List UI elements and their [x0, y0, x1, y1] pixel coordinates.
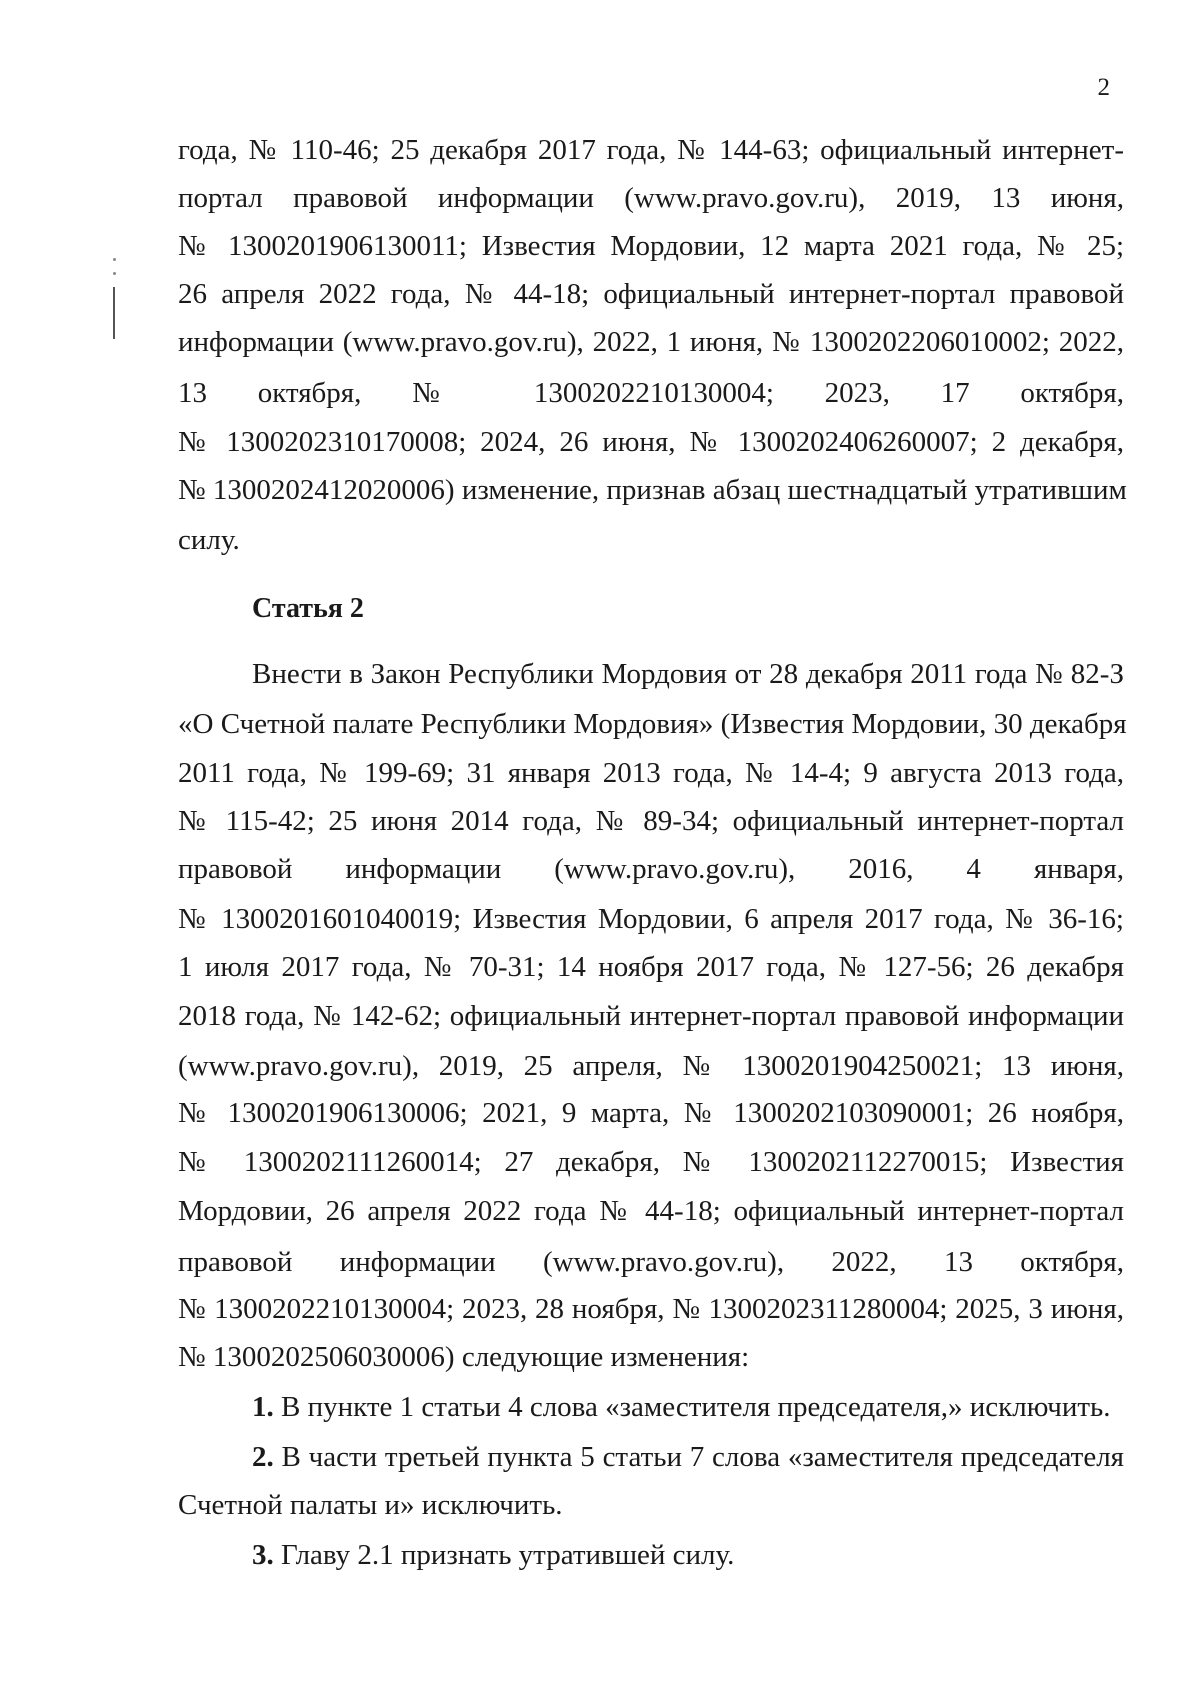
text-line: (www.pravo.gov.ru), 2019, 25 апреля, № 1300201904250021; 13 июня,: [178, 1050, 1124, 1082]
paragraph-first-line: Внести в Закон Республики Мордовия от 28 декабря 2011 года № 82-З: [252, 658, 1124, 690]
text-line: № 1300202412020006) изменение, признав абзац шестнадцатый утратившим: [178, 474, 1127, 506]
text-line: «О Счетной палате Республики Мордовия» (Известия Мордовии, 30 декабря: [178, 708, 1127, 740]
text-line: правовой информации (www.pravo.gov.ru), 2022, 13 октября,: [178, 1246, 1124, 1278]
item-text: Главу 2.1 признать утратившей силу.: [281, 1539, 735, 1571]
text-line: № 1300201906130006; 2021, 9 марта, № 1300202103090001; 26 ноября,: [178, 1097, 1124, 1129]
item-number: 2.: [252, 1441, 274, 1473]
text-line: № 1300202210130004; 2023, 28 ноября, № 1300202311280004; 2025, 3 июня,: [178, 1293, 1124, 1325]
amendment-item-3: [252, 1538, 1124, 1572]
item-text: В части третьей пункта 5 статьи 7 слова «заместителя председателя: [281, 1441, 1124, 1473]
text-line: правовой информации (www.pravo.gov.ru), 2016, 4 января,: [178, 853, 1124, 885]
text-line: Мордовии, 26 апреля 2022 года № 44-18; официальный интернет-портал: [178, 1195, 1124, 1227]
scan-margin-mark: [113, 287, 115, 339]
scan-speck: [113, 272, 116, 275]
text-line: № 1300202506030006) следующие изменения:: [178, 1341, 750, 1373]
text-line: 26 апреля 2022 года, № 44-18; официальный интернет-портал правовой: [178, 278, 1124, 310]
article-2-heading: Статья 2: [252, 593, 364, 624]
text-line: 13 октября, № 1300202210130004; 2023, 17 октября,: [178, 377, 1124, 409]
text-line: силу.: [178, 524, 240, 556]
item-text: В пункте 1 статьи 4 слова «заместителя председателя,» исключить.: [281, 1391, 1111, 1423]
text-line: 2011 года, № 199-69; 31 января 2013 года, № 14-4; 9 августа 2013 года,: [178, 757, 1124, 789]
item-number: 3.: [252, 1539, 274, 1571]
text-line: № 1300201906130011; Известия Мордовии, 12 марта 2021 года, № 25;: [178, 230, 1124, 262]
text-line: года, № 110-46; 25 декабря 2017 года, № 144-63; официальный интернет-: [178, 134, 1124, 166]
item-number: 1.: [252, 1391, 274, 1423]
text-line: № 1300202310170008; 2024, 26 июня, № 1300202406260007; 2 декабря,: [178, 426, 1124, 458]
text-line: Счетной палаты и» исключить.: [178, 1489, 563, 1521]
text-line: 1 июля 2017 года, № 70-31; 14 ноября 2017 года, № 127-56; 26 декабря: [178, 951, 1124, 983]
text-line: 2018 года, № 142-62; официальный интернет-портал правовой информации: [178, 1000, 1124, 1032]
text-line: № 115-42; 25 июня 2014 года, № 89-34; официальный интернет-портал: [178, 805, 1124, 837]
page-number: 2: [1097, 74, 1110, 101]
scan-speck: [113, 258, 116, 261]
text-line: информации (www.pravo.gov.ru), 2022, 1 июня, № 1300202206010002; 2022,: [178, 326, 1124, 358]
text-line: № 1300201601040019; Известия Мордовии, 6 апреля 2017 года, № 36-16;: [178, 903, 1124, 935]
text-line: № 1300202111260014; 27 декабря, № 1300202112270015; Известия: [178, 1146, 1124, 1178]
amendment-item-1: [252, 1390, 1124, 1424]
text-line: портал правовой информации (www.pravo.gov.ru), 2019, 13 июня,: [178, 182, 1124, 214]
amendment-item-2: [252, 1440, 1124, 1474]
